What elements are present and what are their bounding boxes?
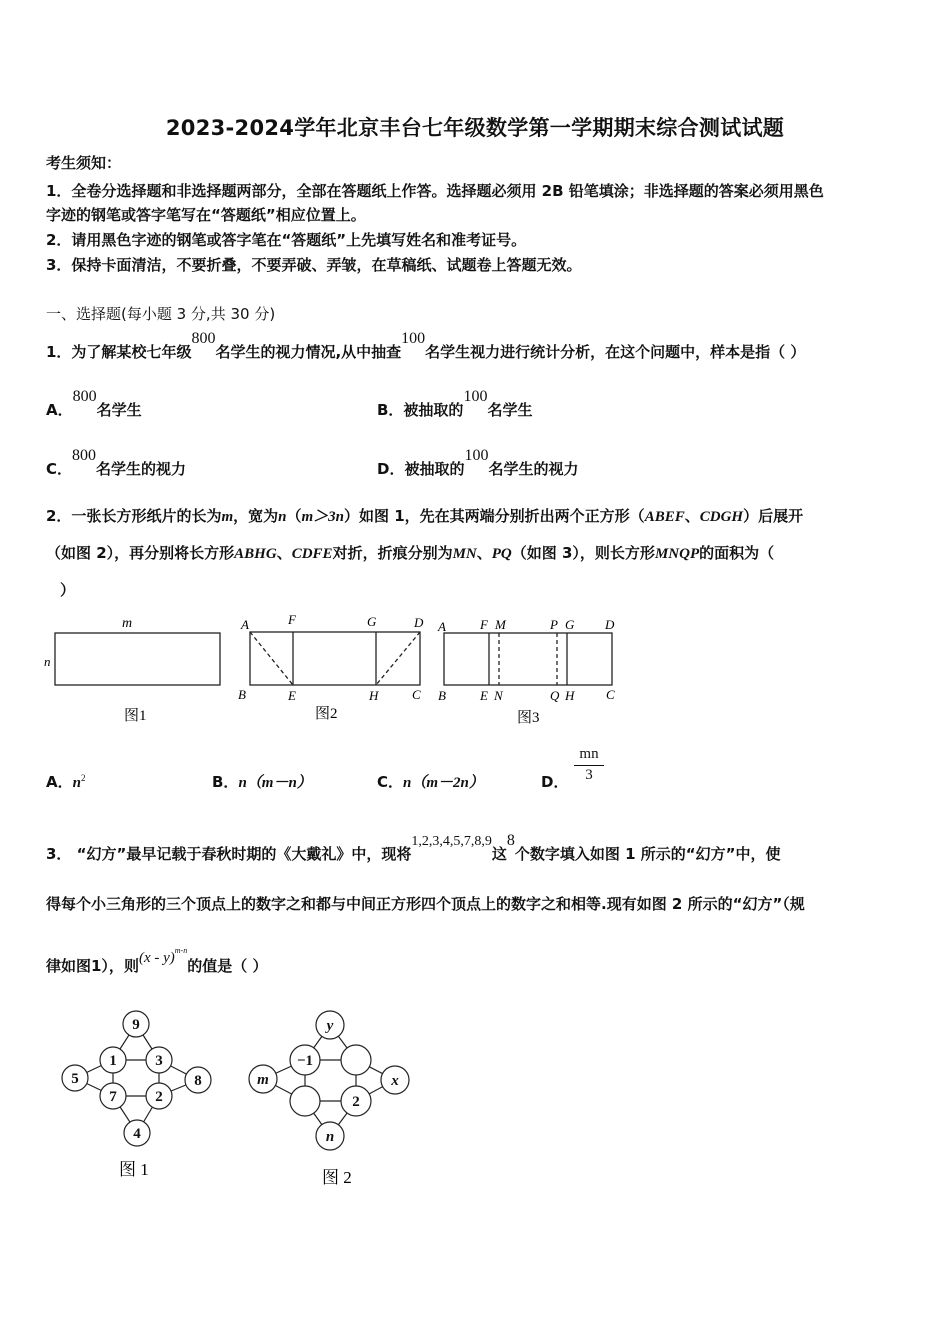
q1-option-d[interactable]: D．被抽取的100名学生的视力 [377, 447, 579, 478]
q2-fig2-label-H: H [369, 688, 379, 703]
notice-line-3: 3．保持卡面清洁，不要折叠，不要弄破、弄皱，在草稿纸、试题卷上答题无效。 [46, 256, 582, 274]
q2-fig2-label-E: E [288, 688, 296, 703]
q2-fig2-label-D: D [414, 615, 424, 630]
q3-fig1-val-lr: 2 [155, 1089, 163, 1105]
q1-option-b[interactable]: B．被抽取的100名学生 [377, 388, 533, 419]
q2-fig2-label-B: B [238, 687, 246, 702]
q3-stem-line-1: 3． “幻方”最早记载于春秋时期的《大戴礼》中，现将1,2,3,4,5,7,8,9这8个数字填入如图 1 所示的“幻方”中，使 [46, 832, 781, 863]
q3-stem-line-3: 律如图1），则(x - y)$^{m-n}$的值是（ ） [46, 946, 268, 975]
q2-fig2-caption: 图2 [315, 706, 338, 722]
q2-stem-line-2: （如图 2），再分别将长方形ABHG、CDFE对折，折痕分别为MN、PQ（如图 3），则长方形MNQP的面积为（ [46, 544, 775, 562]
q2-fig1-caption: 图1 [124, 708, 147, 724]
q3-fig2-val-ul: −1 [296, 1053, 314, 1069]
section-heading: 一、选择题(每小题 3 分,共 30 分) [46, 305, 276, 323]
q1-option-c[interactable]: C．800名学生的视力 [46, 447, 187, 478]
q3-figure-1 [75, 1024, 198, 1133]
q1-option-a[interactable]: A．800名学生 [46, 388, 142, 419]
q3-fig1-val-right: 8 [194, 1073, 202, 1089]
notice-heading: 考生须知： [46, 154, 122, 172]
q3-fig2-val-right: x [391, 1073, 399, 1089]
q2-fig1-rect [55, 633, 220, 685]
q2-fig3-label-N: N [494, 688, 503, 703]
q3-figures [55, 1008, 425, 1193]
q3-fig1-caption: 图 1 [119, 1160, 149, 1179]
q3-fig2-val-bottom: n [325, 1129, 335, 1145]
q3-fig1-val-ul: 1 [109, 1053, 117, 1069]
q2-option-d[interactable]: D． [541, 773, 569, 791]
q3-fig2-val-lr: 2 [352, 1094, 360, 1110]
q3-fig2-node-ll [290, 1086, 320, 1116]
q2-figure-1 [55, 633, 220, 685]
q2-fig2-label-A: A [241, 617, 249, 632]
q3-stem-line-2: 得每个小三角形的三个顶点上的数字之和都与中间正方形四个顶点上的数字之和相等.现有如图 2 所示的“幻方”（规 [46, 895, 805, 913]
q2-option-c[interactable]: C．n（m－2n） [377, 773, 484, 791]
q2-fig3-label-C: C [606, 687, 615, 702]
q2-stem-line-3: ） [60, 581, 76, 599]
q2-fig3-label-D: D [605, 617, 615, 632]
q2-figure-3 [444, 633, 612, 685]
q2-fig3-label-G: G [565, 617, 575, 632]
q2-fig3-label-F: F [480, 617, 488, 632]
q2-fig3-caption: 图3 [517, 710, 540, 726]
q2-fig3-label-A: A [438, 619, 446, 634]
notice-line-2: 2．请用黑色字迹的钢笔或答字笔在“答题纸”上先填写姓名和准考证号。 [46, 231, 527, 249]
page-title: 2023-2024学年北京丰台七年级数学第一学期期末综合测试试题 [165, 116, 785, 140]
q3-fig1-val-left: 5 [71, 1071, 79, 1087]
q2-fig1-label-n: n [44, 654, 51, 669]
q2-fig3-label-M: M [495, 617, 506, 632]
q2-fig3-label-B: B [438, 688, 446, 703]
q2-fig1-label-m: m [122, 616, 133, 631]
q2-figures [40, 610, 630, 735]
q2-fig2-label-F: F [288, 612, 296, 627]
q2-fig3-label-Q: Q [550, 688, 560, 703]
q2-fig2-label-G: G [367, 614, 377, 629]
q2-fig2-label-C: C [412, 687, 421, 702]
q2-option-a[interactable]: A．$n^2$ [46, 773, 86, 791]
q3-fig2-caption: 图 2 [322, 1168, 352, 1187]
q3-fig2-val-top: y [326, 1018, 334, 1034]
notice-line-1b: 字迹的钢笔或答字笔写在“答题纸”相应位置上。 [46, 206, 366, 224]
q2-option-b[interactable]: B．n（m－n） [212, 773, 312, 791]
q2-stem-line-1: 2．一张长方形纸片的长为m，宽为n（m＞3n）如图 1，先在其两端分别折出两个正方形（ABEF、CDGH）后展开 [46, 507, 804, 525]
notice-line-1a: 1．全卷分选择题和非选择题两部分，全部在答题纸上作答。选择题必须用 2B 铅笔填涂；非选择题的答案必须用黑色 [46, 182, 824, 200]
q2-fig3-label-P: P [550, 617, 558, 632]
q2-figure-2 [250, 632, 420, 685]
q3-figure-2 [263, 1025, 395, 1136]
q2-option-d-fraction: mn 3 [574, 746, 604, 784]
q2-fig3-label-E: E [480, 688, 488, 703]
q3-fig2-node-ur [341, 1045, 371, 1075]
q3-fig2-val-left: m [257, 1072, 269, 1088]
q1-stem: 1．为了解某校七年级800名学生的视力情况,从中抽查100名学生视力进行统计分析，在这个问题中，样本是指（ ） [46, 330, 806, 361]
q2-fig3-label-H: H [565, 688, 575, 703]
q3-fig1-val-ll: 7 [109, 1089, 117, 1105]
q3-fig1-val-top: 9 [132, 1017, 140, 1033]
q3-fig1-val-bottom: 4 [133, 1126, 141, 1142]
q3-fig1-val-ur: 3 [155, 1053, 163, 1069]
